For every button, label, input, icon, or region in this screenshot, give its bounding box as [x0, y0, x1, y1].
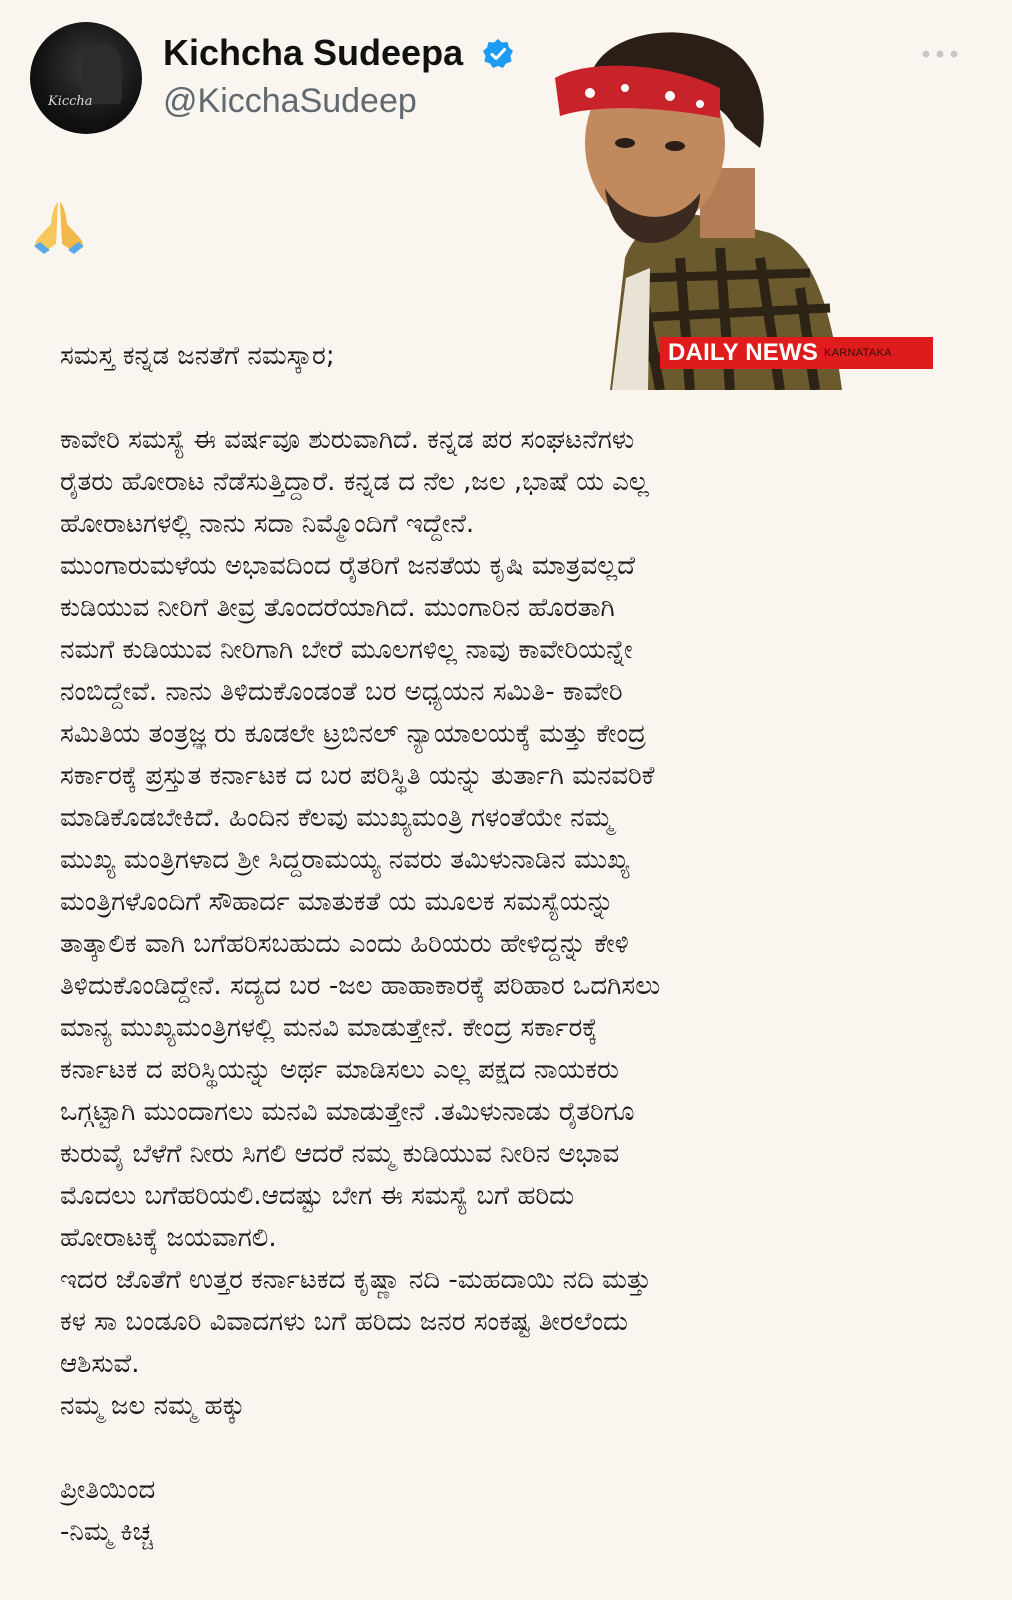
avatar[interactable] — [30, 22, 142, 134]
folded-hands-emoji-icon — [30, 198, 88, 254]
letter-line: ಮುಖ್ಯ ಮಂತ್ರಿಗಳಾದ ಶ್ರೀ ಸಿದ್ದರಾಮಯ್ಯ ನವರು ತಮಿಳುನಾಡಿನ ಮುಖ್ಯ — [60, 845, 630, 875]
letter-line: ನಮ್ಮ ಜಲ ನಮ್ಮ ಹಕ್ಕು — [60, 1391, 246, 1421]
letter-line: ನಂಬಿದ್ದೇವೆ. ನಾನು ತಿಳಿದುಕೊಂಡಂತೆ ಬರ ಅಧ್ಯಯನ ಸಮಿತಿ- ಕಾವೇರಿ — [60, 677, 623, 707]
letter-line: ಇದರ ಜೊತೆಗೆ ಉತ್ತರ ಕರ್ನಾಟಕದ ಕೃಷ್ಣಾ ನದಿ -ಮಹದಾಯಿ ನದಿ ಮತ್ತು — [60, 1265, 652, 1295]
letter-blank-line — [60, 1427, 960, 1469]
letter-line: ರೈತರು ಹೋರಾಟ ನೆಡೆಸುತ್ತಿದ್ದಾರೆ. ಕನ್ನಡ ದ ನೆಲ ,ಜಲ ,ಭಾಷೆ ಯ ಎಲ್ಲ — [60, 467, 649, 497]
letter-line: ತಿಳಿದುಕೊಂಡಿದ್ದೇನೆ. ಸದ್ಯದ ಬರ -ಜಲ ಹಾಹಾಕಾರಕ್ಕೆ ಪರಿಹಾರ ಒದಗಿಸಲು — [60, 971, 661, 1001]
letter-blank-line — [60, 377, 960, 419]
letter-line: ಕಳ ಸಾ ಬಂಡೂರಿ ವಿವಾದಗಳು ಬಗೆ ಹರಿದು ಜನರ ಸಂಕಷ್ಟ ತೀರಲೆಂದು — [60, 1307, 629, 1337]
more-options-icon[interactable] — [920, 44, 960, 64]
letter-line: ಸಮಸ್ತ ಕನ್ನಡ ಜನತೆಗೆ ನಮಸ್ಕಾರ; — [60, 341, 335, 371]
letter-line: ಒಗ್ಗಟ್ಟಾಗಿ ಮುಂದಾಗಲು ಮನವಿ ಮಾಡುತ್ತೇನೆ .ತಮಿಳುನಾಡು ರೈತರಿಗೂ — [60, 1097, 635, 1127]
display-name[interactable]: Kichcha Sudeepa — [163, 32, 464, 73]
letter-line: -ನಿಮ್ಮ ಕಿಚ್ಚ — [60, 1517, 153, 1547]
watermark-subtitle: KARNATAKA — [824, 347, 892, 359]
watermark-title: DAILY NEWS — [668, 339, 819, 366]
letter-line: ಕರ್ನಾಟಕ ದ ಪರಿಸ್ಥಿಯನ್ನು ಅರ್ಥ ಮಾಡಿಸಲು ಎಲ್ಲ ಪಕ್ಷದ ನಾಯಕರು — [60, 1055, 620, 1085]
letter-line: ಆಶಿಸುವೆ. — [60, 1349, 140, 1379]
letter-body — [60, 335, 960, 1553]
letter-line: ಕುರುವೈ ಬೆಳೆಗೆ ನೀರು ಸಿಗಲಿ ಆದರೆ ನಮ್ಮ ಕುಡಿಯುವ ನೀರಿನ ಅಭಾವ — [60, 1139, 620, 1169]
letter-line: ಪ್ರೀತಿಯಿಂದ — [60, 1475, 156, 1505]
letter-line: ಸಮಿತಿಯ ತಂತ್ರಜ್ಞ ರು ಕೂಡಲೇ ಟ್ರಬಿನಲ್ ನ್ಯಾಯಾಲಯಕ್ಕೆ ಮತ್ತು ಕೇಂದ್ರ — [60, 719, 646, 749]
letter-line: ಮೊದಲು ಬಗೆಹರಿಯಲಿ.ಆದಷ್ಟು ಬೇಗ ಈ ಸಮಸ್ಯೆ ಬಗೆ ಹರಿದು — [60, 1181, 575, 1211]
letter-line: ಮುಂಗಾರುಮಳೆಯ ಅಭಾವದಿಂದ ರೈತರಿಗೆ ಜನತೆಯ ಕೃಷಿ ಮಾತ್ರವಲ್ಲದೆ — [60, 551, 636, 581]
letter-line: ಮಂತ್ರಿಗಳೊಂದಿಗೆ ಸೌಹಾರ್ದ ಮಾತುಕತೆ ಯ ಮೂಲಕ ಸಮಸ್ಯೆಯನ್ನು — [60, 887, 614, 917]
letter-line: ನಮಗೆ ಕುಡಿಯುವ ನೀರಿಗಾಗಿ ಬೇರೆ ಮೂಲಗಳಿಲ್ಲ ನಾವು ಕಾವೇರಿಯನ್ನೇ — [60, 635, 633, 665]
letter-line: ಹೋರಾಟಕ್ಕೆ ಜಯವಾಗಲಿ. — [60, 1223, 277, 1253]
letter-line: ಸರ್ಕಾರಕ್ಕೆ ಪ್ರಸ್ತುತ ಕರ್ನಾಟಕ ದ ಬರ ಪರಿಸ್ಥಿತಿ ಯನ್ನು ತುರ್ತಾಗಿ ಮನವರಿಕೆ — [60, 761, 655, 791]
verified-badge-icon — [482, 38, 514, 70]
avatar-signature: Kiccha — [48, 94, 93, 109]
letter-line: ಮಾನ್ಯ ಮುಖ್ಯಮಂತ್ರಿಗಳಲ್ಲಿ ಮನವಿ ಮಾಡುತ್ತೇನೆ. ಕೇಂದ್ರ ಸರ್ಕಾರಕ್ಕೆ — [60, 1013, 598, 1043]
letter-line: ಹೋರಾಟಗಳಲ್ಲಿ ನಾನು ಸದಾ ನಿಮ್ಮೊಂದಿಗೆ ಇದ್ದೇನೆ. — [60, 509, 475, 539]
letter-line: ಕಾವೇರಿ ಸಮಸ್ಯೆ ಈ ವರ್ಷವೂ ಶುರುವಾಗಿದೆ. ಕನ್ನಡ ಪರ ಸಂಘಟನೆಗಳು — [60, 425, 635, 455]
user-handle[interactable]: @KicchaSudeep — [163, 82, 417, 120]
letter-line: ಮಾಡಿಕೊಡಬೇಕಿದೆ. ಹಿಂದಿನ ಕೆಲವು ಮುಖ್ಯಮಂತ್ರಿ ಗಳಂತೆಯೇ ನಮ್ಮ — [60, 803, 613, 833]
tweet-header — [0, 0, 1012, 300]
letter-line: ತಾತ್ಕಾಲಿಕ ವಾಗಿ ಬಗೆಹರಿಸಬಹುದು ಎಂದು ಹಿರಿಯರು ಹೇಳಿದ್ದನ್ನು ಕೇಳಿ — [60, 929, 629, 959]
letter-line: ಕುಡಿಯುವ ನೀರಿಗೆ ತೀವ್ರ ತೊಂದರೆಯಾಗಿದೆ. ಮುಂಗಾರಿನ ಹೊರತಾಗಿ — [60, 593, 615, 623]
